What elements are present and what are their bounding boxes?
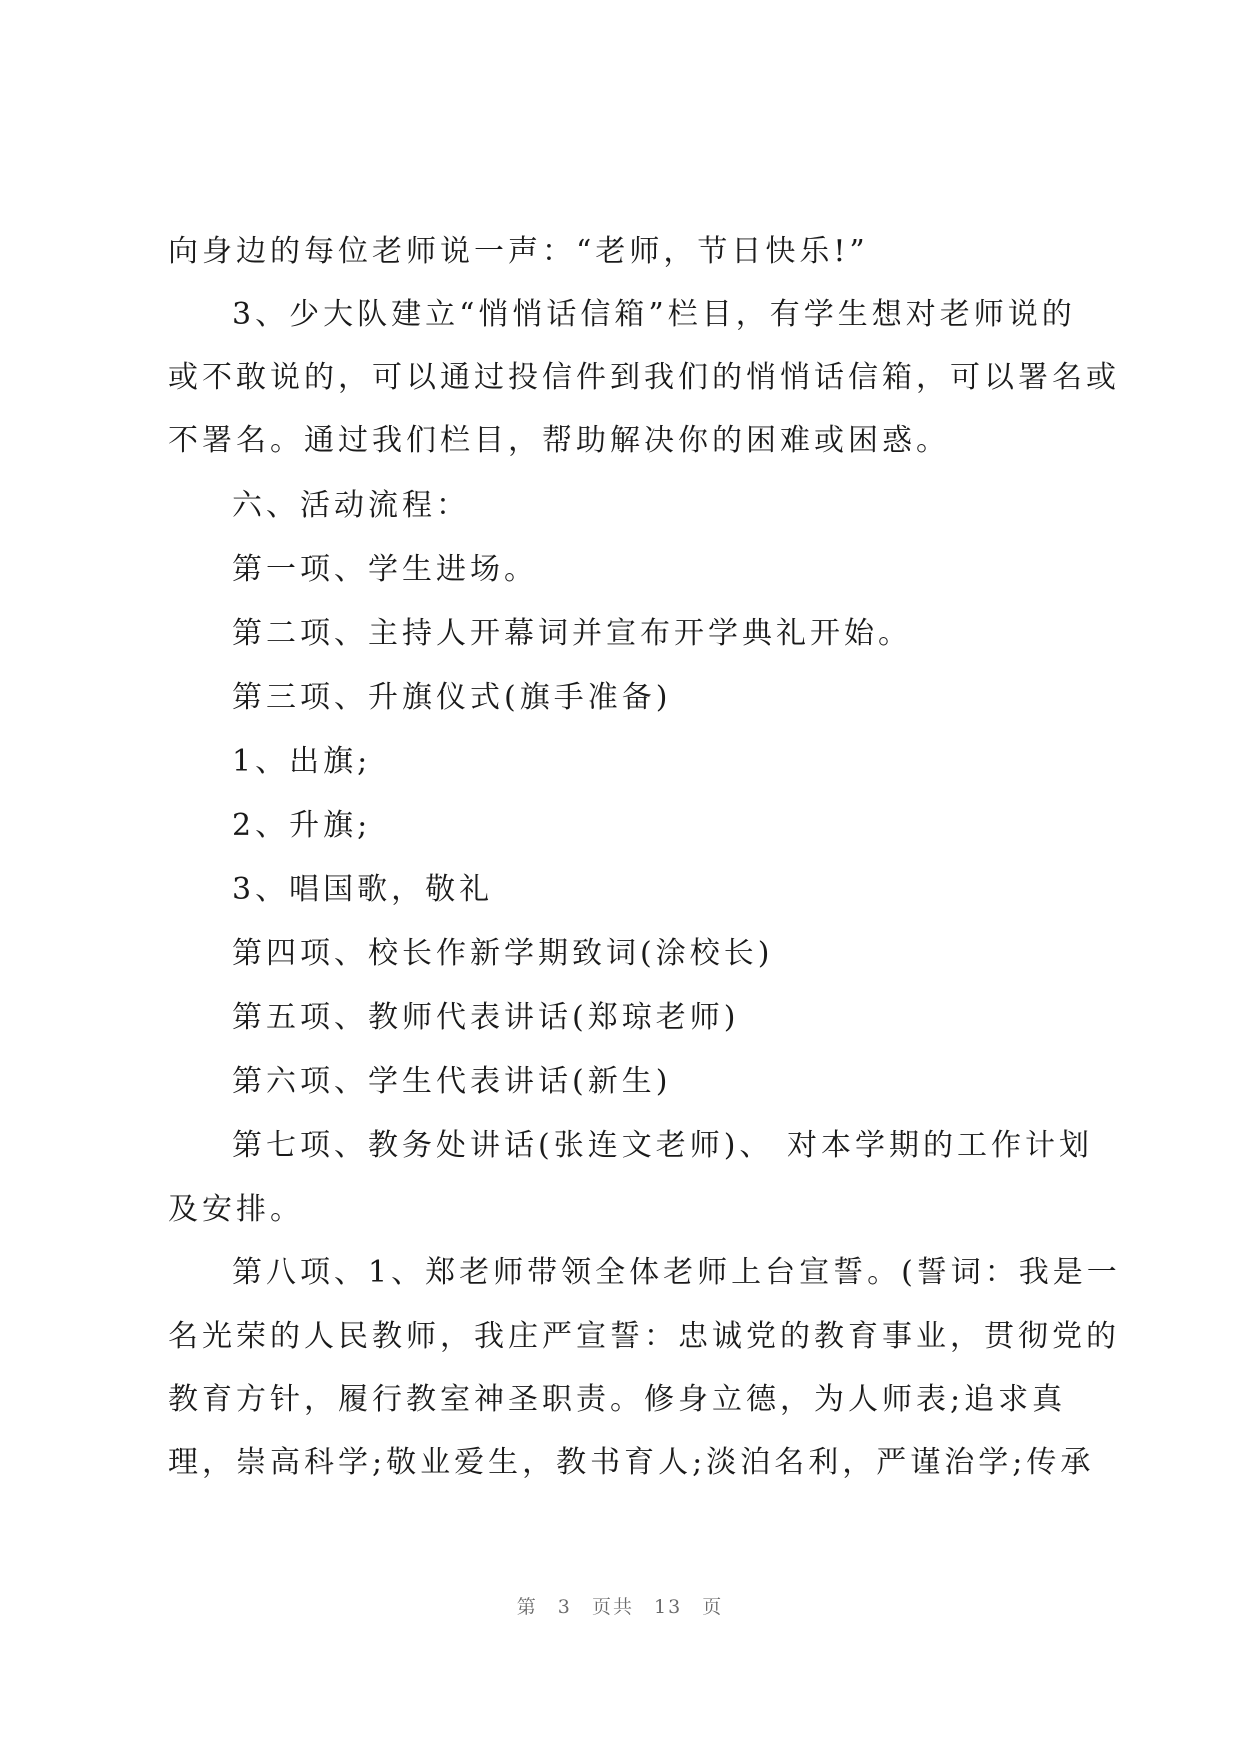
text-line: 第七项、教务处讲话(张连文老师)、 对本学期的工作计划 bbox=[232, 1128, 1093, 1163]
text-line: 或不敢说的，可以通过投信件到我们的悄悄话信箱，可以署名或 bbox=[168, 360, 1120, 395]
text-line: 第八项、1、郑老师带领全体老师上台宣誓。(誓词：我是一 bbox=[232, 1255, 1121, 1290]
text-line: 第四项、校长作新学期致词(涂校长) bbox=[232, 936, 774, 971]
text-line: 理，崇高科学;敬业爱生，教书育人;淡泊名利，严谨治学;传承 bbox=[168, 1445, 1095, 1480]
footer-suffix: 页 bbox=[702, 1596, 724, 1618]
text-line: 3、少大队建立“悄悄话信箱”栏目，有学生想对老师说的 bbox=[232, 297, 1076, 332]
text-line: 第二项、主持人开幕词并宣布开学典礼开始。 bbox=[232, 616, 912, 651]
text-line: 向身边的每位老师说一声：“老师，节日快乐!” bbox=[168, 234, 869, 269]
text-line: 3、唱国歌，敬礼 bbox=[232, 872, 494, 907]
text-line: 第三项、升旗仪式(旗手准备) bbox=[232, 680, 672, 715]
section-heading: 六、活动流程： bbox=[232, 488, 470, 523]
text-line: 2、升旗; bbox=[232, 808, 372, 843]
text-line: 不署名。通过我们栏目，帮助解决你的困难或困惑。 bbox=[168, 423, 950, 458]
text-line: 第六项、学生代表讲话(新生) bbox=[232, 1064, 672, 1099]
text-line: 名光荣的人民教师，我庄严宣誓：忠诚党的教育事业，贯彻党的 bbox=[168, 1319, 1120, 1354]
footer-prefix: 第 bbox=[516, 1596, 538, 1618]
footer-current-page: 3 bbox=[557, 1596, 572, 1618]
text-line: 1、出旗; bbox=[232, 744, 372, 779]
text-line: 第一项、学生进场。 bbox=[232, 552, 538, 587]
footer-total-pages: 13 bbox=[654, 1596, 683, 1618]
page-footer bbox=[0, 1592, 1240, 1619]
text-line: 及安排。 bbox=[168, 1192, 304, 1227]
footer-middle: 页共 bbox=[591, 1596, 634, 1618]
text-line: 教育方针，履行教室神圣职责。修身立德，为人师表;追求真 bbox=[168, 1382, 1067, 1417]
text-line: 第五项、教师代表讲话(郑琼老师) bbox=[232, 1000, 740, 1035]
